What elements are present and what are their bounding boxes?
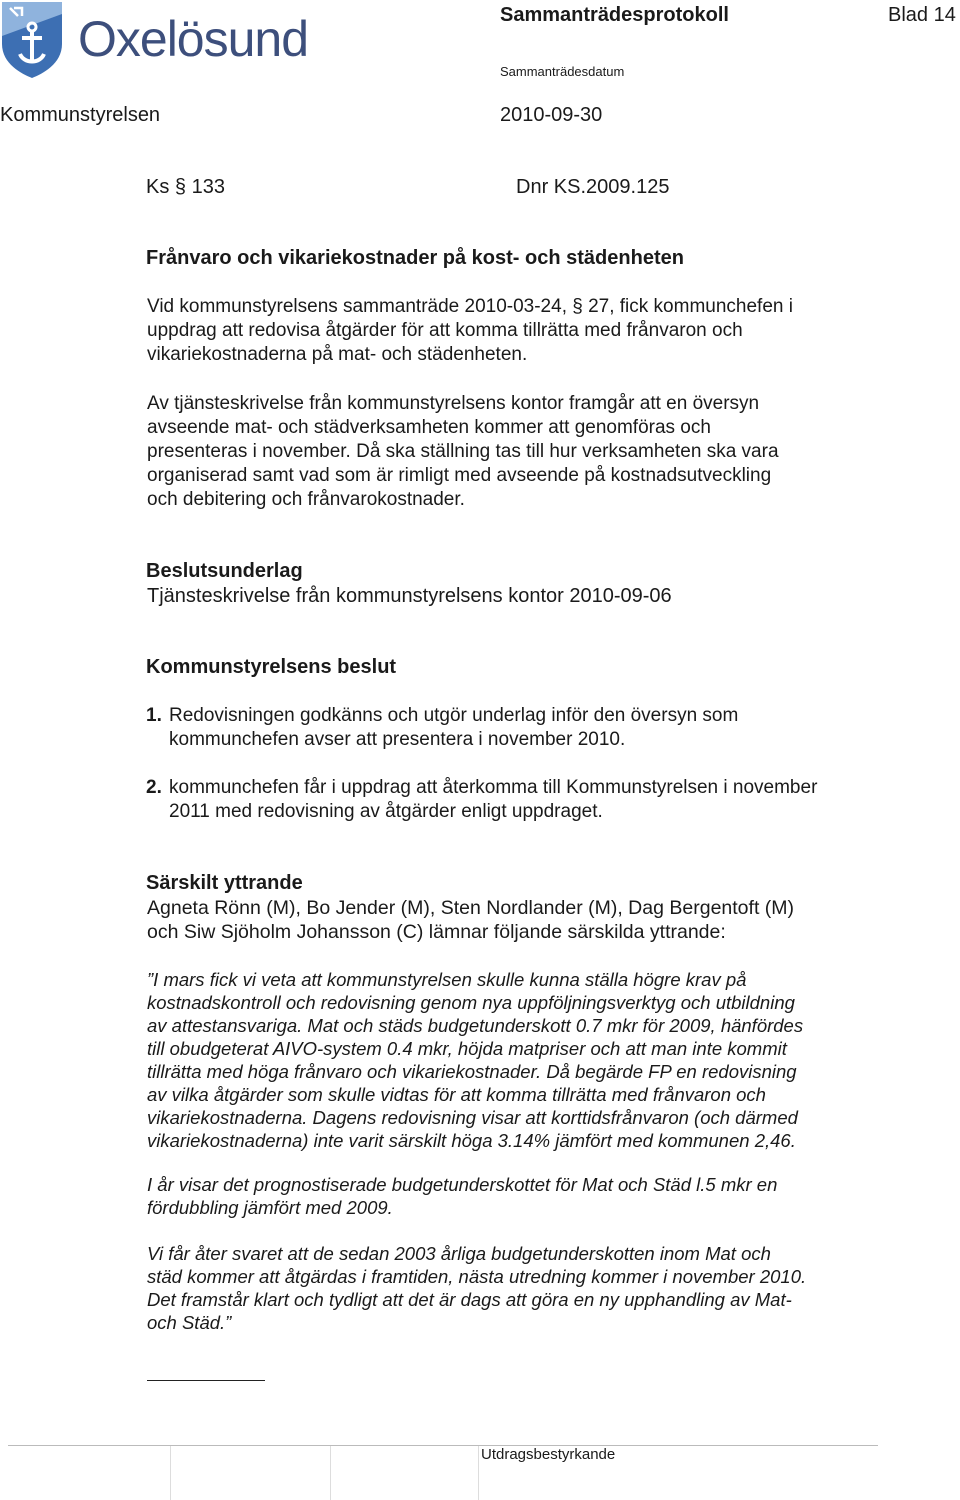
text-line: och Siw Sjöholm Johansson (C) lämnar följande särskilda yttrande: xyxy=(147,921,726,943)
paragraph-number: Ks § 133 xyxy=(146,176,225,198)
text-line: till obudgeterat AIVO-system 0.4 mkr, höjda matpriser och att man inte kommit xyxy=(147,1038,787,1059)
signature-line xyxy=(147,1380,265,1381)
text-line: ”I mars fick vi veta att kommunstyrelsen skulle kunna ställa högre krav på xyxy=(147,969,747,990)
text-line: fördubbling jämfört med 2009. xyxy=(147,1197,393,1218)
statement-heading: Särskilt yttrande xyxy=(146,872,303,894)
body-paragraph xyxy=(147,392,927,512)
text-line: Det framstår klart och tydligt att det är dags att göra en ny upphandling av Mat- xyxy=(147,1289,792,1310)
organisation-name: Kommunstyrelsen xyxy=(0,104,161,126)
text-line: och debitering och frånvarokostnader. xyxy=(147,489,465,510)
decision-item xyxy=(146,704,926,752)
statement-quote-3 xyxy=(147,1242,927,1334)
text-line: presenteras i november. Då ska ställning tas till hur verksamheten ska vara xyxy=(147,441,779,462)
statement-quote-2 xyxy=(147,1173,927,1219)
decision-item xyxy=(146,776,926,824)
text-line: Av tjänsteskrivelse från kommunstyrelsens kontor framgår att en översyn xyxy=(147,393,760,414)
text-line: vikariekostnaderna) inte varit särskilt höga 3.14% jämfört med kommunen 2,46. xyxy=(147,1130,796,1151)
footer-cell-divider xyxy=(330,1446,331,1500)
text-line: av vilka åtgärder som skulle vidtas för att komma tillrätta med frånvaron och xyxy=(147,1084,766,1105)
statement-intro xyxy=(147,896,927,944)
text-line: 2011 med redovisning av åtgärder enligt uppdraget. xyxy=(169,801,603,822)
case-title: Frånvaro och vikariekostnader på kost- och städenheten xyxy=(146,247,684,269)
text-line: kommunchefen avser att presentera i november 2010. xyxy=(169,729,626,750)
text-line: och Städ.” xyxy=(147,1312,232,1333)
text-line: organiserad samt vad som är rimligt med avseende på kostnadsutveckling xyxy=(147,465,772,486)
case-number: Dnr KS.2009.125 xyxy=(516,176,670,198)
text-line: tillrätta med höga frånvaro och vikariekostnader. Då begärde FP en redovisning xyxy=(147,1061,797,1082)
coat-of-arms-icon xyxy=(0,0,64,80)
text-line: Vid kommunstyrelsens sammanträde 2010-03-24, § 27, fick kommunchefen i xyxy=(147,296,793,317)
text-line: vikariekostnaderna på mat- och städenheten. xyxy=(147,344,528,365)
text-line: Vi får åter svaret att de sedan 2003 årliga budgetunderskotten inom Mat och xyxy=(147,1243,771,1264)
meeting-date-label: Sammanträdesdatum xyxy=(500,64,625,79)
text-line: Redovisningen godkänns och utgör underlag inför den översyn som xyxy=(169,705,739,726)
decision-basis-text: Tjänsteskrivelse från kommunstyrelsens kontor 2010-09-06 xyxy=(147,585,672,607)
text-line: av attestansvariga. Mat och städs budgetunderskott 0.7 mkr för 2009, hänfördes xyxy=(147,1015,804,1036)
intro-paragraph xyxy=(147,295,927,367)
item-number: 1. xyxy=(146,705,162,726)
text-line: Agneta Rönn (M), Bo Jender (M), Sten Nordlander (M), Dag Bergentoft (M) xyxy=(147,897,795,919)
decision-heading: Kommunstyrelsens beslut xyxy=(146,656,397,678)
item-number: 2. xyxy=(146,777,162,798)
text-line: kostnadskontroll och redovisning genom nya uppföljningsverktyg och utbildning xyxy=(147,992,795,1013)
decision-basis-heading: Beslutsunderlag xyxy=(146,560,303,582)
text-line: avseende mat- och städverksamheten kommer att genomföras och xyxy=(147,417,711,438)
text-line: I år visar det prognostiserade budgetunderskottet för Mat och Städ l.5 mkr en xyxy=(147,1174,778,1195)
footer-cell-divider xyxy=(170,1446,171,1500)
logo-wordmark: Oxelösund xyxy=(78,11,309,67)
statement-quote-1 xyxy=(147,968,927,1152)
text-line: städ kommer att åtgärdas i framtiden, nästa utredning kommer i november 2010. xyxy=(147,1266,807,1287)
page-number: Blad 14 xyxy=(888,4,956,26)
certification-label: Utdragsbestyrkande xyxy=(481,1446,616,1463)
footer-divider xyxy=(8,1445,878,1446)
municipality-logo xyxy=(0,0,340,82)
text-line: vikariekostnaderna. Dagens redovisning visar att korttidsfrånvaron (och därmed xyxy=(147,1107,798,1128)
meeting-date: 2010-09-30 xyxy=(500,104,603,126)
text-line: uppdrag att redovisa åtgärder för att komma tillrätta med frånvaron och xyxy=(147,320,743,341)
text-line: kommunchefen får i uppdrag att återkomma till Kommunstyrelsen i november xyxy=(169,777,818,798)
footer-cell-divider xyxy=(478,1446,479,1500)
document-type-title: Sammanträdesprotokoll xyxy=(500,4,729,26)
